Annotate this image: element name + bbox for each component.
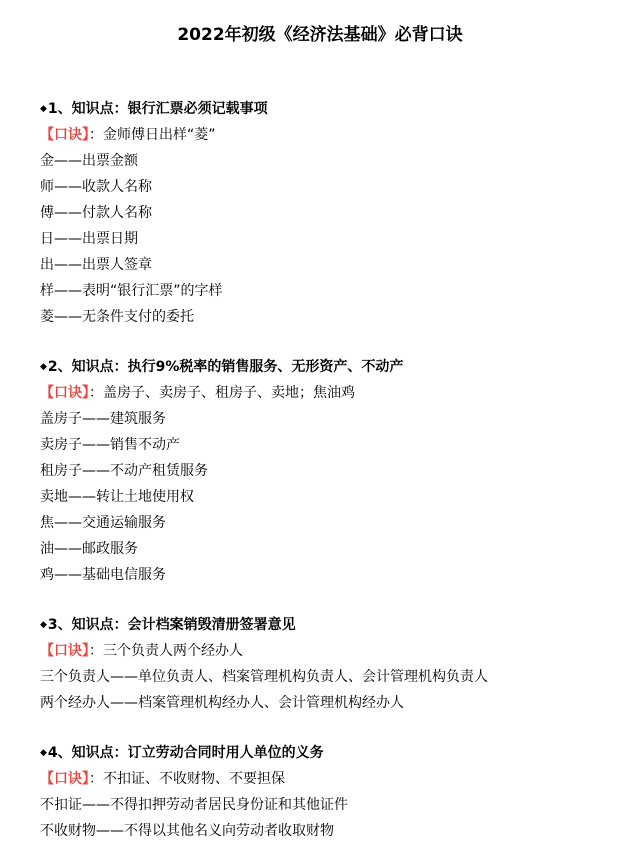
list-item: 金——出票金额 [40,153,138,169]
list-item: 两个经办人——档案管理机构经办人、会计管理机构经办人 [40,695,404,711]
section-4 [40,740,620,844]
list-item: 日——出票日期 [40,231,138,247]
diamond-bullet-icon: ◆ [40,620,47,630]
mnemonic-line [40,766,620,792]
mnemonic-line [40,380,620,406]
section-heading [40,354,620,380]
section-heading [40,96,620,122]
section-1 [40,96,620,330]
section-heading-text: 1、知识点：银行汇票必须记载事项 [47,101,268,117]
section-heading-text: 2、知识点：执行9%税率的销售服务、无形资产、不动产 [47,359,404,375]
list-item: 三个负责人——单位负责人、档案管理机构负责人、会计管理机构负责人 [40,669,488,685]
list-item: 租房子——不动产租赁服务 [40,463,208,479]
document-title: 2022年初级《经济法基础》必背口诀 [177,25,463,45]
list-item: 出——出票人签章 [40,257,152,273]
list-item: 盖房子——建筑服务 [40,411,166,427]
list-item: 傅——付款人名称 [40,205,152,221]
diamond-bullet-icon: ◆ [40,748,47,758]
diamond-bullet-icon: ◆ [40,362,47,372]
section-heading [40,612,620,638]
list-item: 卖房子——销售不动产 [40,437,180,453]
mnemonic-text: ：三个负责人两个经办人 [89,643,243,659]
diamond-bullet-icon: ◆ [40,104,47,114]
section-2 [40,354,620,588]
section-heading-text: 4、知识点：订立劳动合同时用人单位的义务 [47,745,324,761]
mnemonic-label: 【口诀】 [40,771,89,787]
mnemonic-text: ：金师傅日出样“菱” [89,127,216,143]
section-heading-text: 3、知识点：会计档案销毁清册签署意见 [47,617,296,633]
mnemonic-line [40,122,620,148]
list-item: 师——收款人名称 [40,179,152,195]
list-item: 菱——无条件支付的委托 [40,309,194,325]
mnemonic-label: 【口诀】 [40,385,89,401]
list-item: 焦——交通运输服务 [40,515,166,531]
section-heading [40,740,620,766]
mnemonic-label: 【口诀】 [40,127,89,143]
list-item: 鸡——基础电信服务 [40,567,166,583]
list-item: 油——邮政服务 [40,541,138,557]
list-item: 不收财物——不得以其他名义向劳动者收取财物 [40,823,334,839]
mnemonic-line [40,638,620,664]
mnemonic-text: ：盖房子、卖房子、租房子、卖地；焦油鸡 [89,385,355,401]
section-3 [40,612,620,716]
list-item: 不扣证——不得扣押劳动者居民身份证和其他证件 [40,797,348,813]
mnemonic-text: ：不扣证、不收财物、不要担保 [89,771,285,787]
list-item: 样——表明“银行汇票”的字样 [40,283,223,299]
mnemonic-label: 【口诀】 [40,643,89,659]
list-item: 卖地——转让土地使用权 [40,489,194,505]
